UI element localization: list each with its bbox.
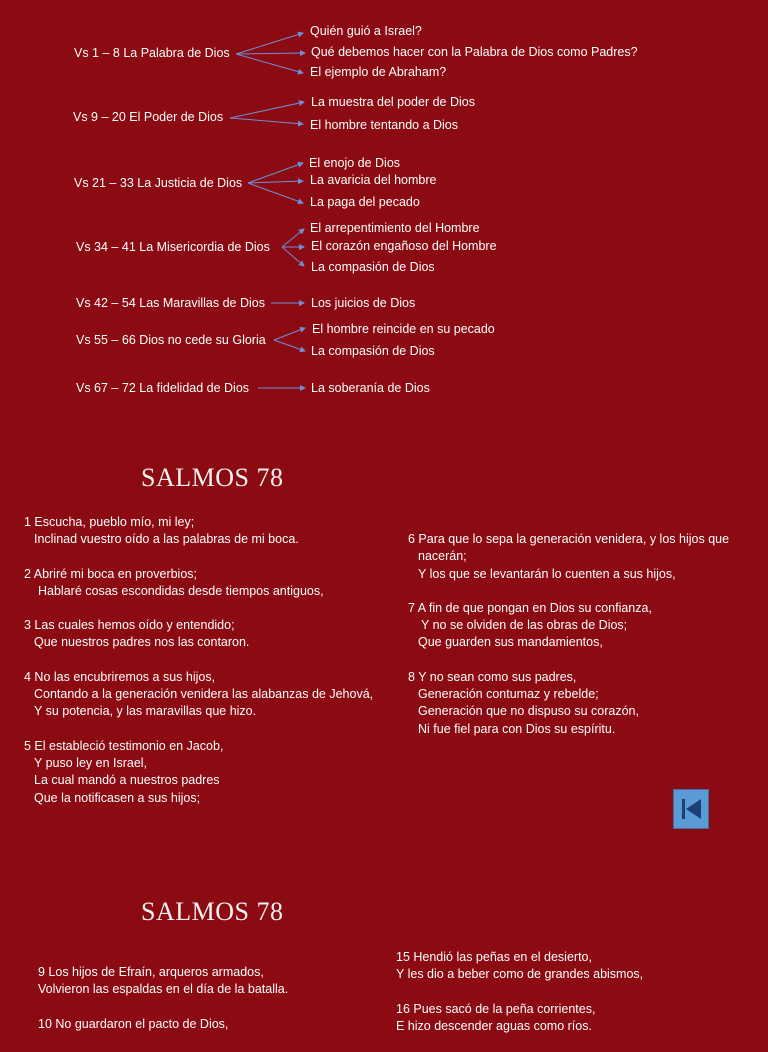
slide-title: SALMOS 78 [141,463,284,492]
verses-left-column [24,514,373,824]
verse-line: 3 Las cuales hemos oído y entendido; [24,618,235,633]
connector-arrow [236,53,305,54]
verse-block [38,1016,288,1033]
topic-label: El ejemplo de Abraham? [310,65,447,79]
verse-line: Que nuestros padres nos las contaron. [34,635,250,650]
connector-arrow [248,181,303,183]
section-label: Vs 21 – 33 La Justicia de Dios [74,176,243,190]
verse-block [396,949,643,984]
verses-right-column [396,949,643,1052]
verse-line: E hizo descender aguas como ríos. [396,1018,592,1033]
verse-line: 9 Los hijos de Efraín, arqueros armados, [38,965,264,979]
verse-line: 6 Para que lo sepa la generación venidera, y los hijos que [408,532,730,546]
verse-line: Inclinad vuestro oído a las palabras de mi boca. [34,532,299,547]
verse-line: Y su potencia, y las maravillas que hizo. [34,704,257,719]
connector-arrow [236,54,303,73]
verse-line: 5 El estableció testimonio en Jacob, [24,738,224,753]
topic-label: Los juicios de Dios [311,296,416,310]
verse-line: Y les dio a beber como de grandes abismos, [396,967,644,982]
section-label: Vs 9 – 20 El Poder de Dios [73,110,224,124]
verse-line: 15 Hendió las peñas en el desierto, [396,950,592,964]
verse-block [24,617,373,652]
topic-label: El corazón engañoso del Hombre [311,239,497,253]
section-label: Vs 34 – 41 La Misericordia de Dios [76,240,270,254]
topic-label: El hombre tentando a Dios [310,118,459,132]
verse-line: Contando a la generación venidera las alabanzas de Jehová, [34,687,374,702]
verse-line: Generación que no dispuso su corazón, [418,704,639,719]
connector-arrow [236,33,303,54]
connector-arrow [274,328,305,340]
verse-line: 8 Y no sean como sus padres, [408,669,577,684]
verse-line: 16 Pues sacó de la peña corrientes, [396,1001,596,1016]
verse-line: Generación contumaz y rebelde; [418,687,599,702]
topic-label: El enojo de Dios [309,156,401,170]
verse-line: 2 Abriré mi boca en proverbios; [24,566,198,581]
connector-arrow [282,247,304,266]
section-label: Vs 55 – 66 Dios no cede su Gloria [76,333,266,347]
verse-block [408,531,729,583]
section-label: Vs 67 – 72 La fidelidad de Dios [76,381,250,395]
connector-arrow [230,102,304,118]
topic-label: Quién guió a Israel? [310,24,422,38]
verse-block [24,514,373,549]
verse-line: Que la notificasen a sus hijos; [34,790,201,805]
verse-line: Y los que se levantarán lo cuenten a sus hijos, [418,566,676,581]
verse-line: Ni fue fiel para con Dios su espíritu. [418,721,616,736]
verse-line: La cual mandó a nuestros padres [34,773,220,788]
topic-label: La paga del pecado [310,195,420,209]
section-label: Vs 1 – 8 La Palabra de Dios [74,46,230,60]
verse-line: 7 A fin de que pongan en Dios su confianza, [408,600,652,615]
verse-block [24,669,373,721]
topic-label: La soberanía de Dios [311,381,430,395]
verse-block [408,600,729,652]
verse-line: Y puso ley en Israel, [34,755,148,770]
verse-block [24,566,373,601]
verse-line: nacerán; [418,549,467,564]
topic-label: La muestra del poder de Dios [311,95,475,109]
first-slide-button[interactable] [673,789,709,829]
connector-arrow [274,340,305,351]
verse-line: 1 Escucha, pueblo mío, mi ley; [24,515,195,529]
verse-line: Hablaré cosas escondidas desde tiempos antiguos, [38,583,324,598]
verses-left-column [38,964,288,1050]
topic-label: La compasión de Dios [311,344,435,358]
verse-line: 4 No las encubriremos a sus hijos, [24,669,216,684]
connector-arrow [248,163,303,183]
verse-block [24,738,373,807]
first-slide-icon [674,790,708,828]
topic-label: El hombre reincide en su pecado [312,322,495,336]
topic-label: El arrepentimiento del Hombre [310,221,480,235]
verse-line: 10 No guardaron el pacto de Dios, [38,1016,229,1031]
connector-arrow [282,229,304,247]
verse-line: Que guarden sus mandamientos, [418,635,603,650]
topic-label: La avaricia del hombre [310,173,437,187]
verse-block [38,964,288,999]
connector-arrow [230,118,303,124]
verse-block [396,1001,643,1036]
section-label: Vs 42 – 54 Las Maravillas de Dios [76,296,265,310]
verses-right-column [408,531,729,755]
topic-label: Qué debemos hacer con la Palabra de Dios como Padres? [311,45,638,59]
slide-title: SALMOS 78 [141,897,284,926]
connector-arrow [248,183,303,203]
verse-line: Volvieron las espaldas en el día de la batalla. [38,982,289,997]
topic-label: La compasión de Dios [311,260,435,274]
verse-line: Y no se olviden de las obras de Dios; [421,618,628,633]
verse-block [408,669,729,738]
